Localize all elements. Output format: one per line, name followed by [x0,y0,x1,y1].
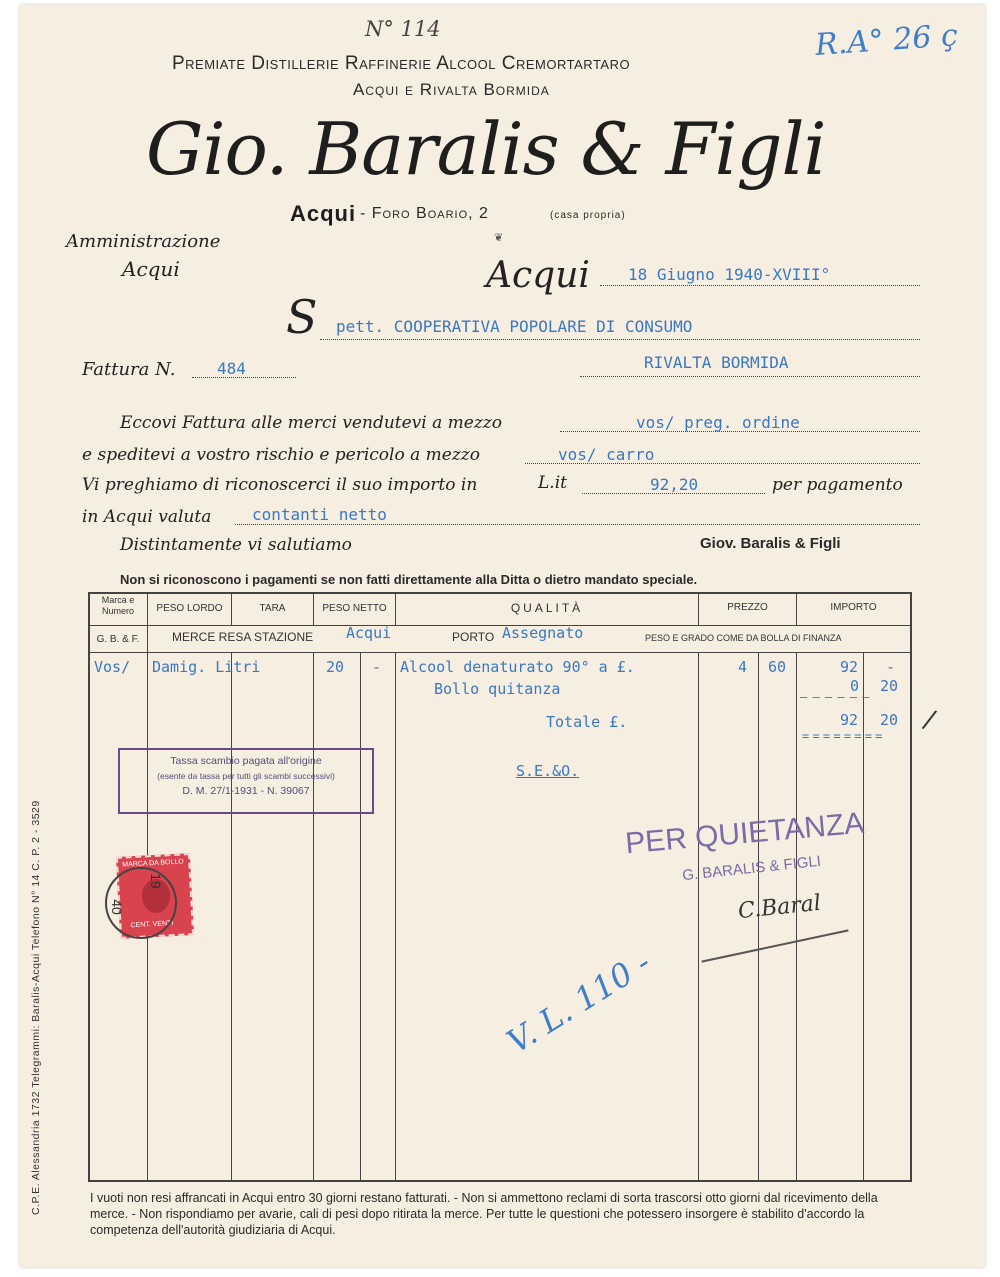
signature-printed: Giov. Baralis & Figli [700,535,841,552]
administration-city: Acqui [122,257,180,281]
header-peso-netto: PESO NETTO [322,603,387,614]
importo-text: Vi preghiamo di riconoscerci il suo importo in [82,475,478,495]
revenue-stamp-bottom: CENT. VENTI [130,920,174,930]
row1-prezzo-int: 4 [738,658,748,676]
letterhead-address-note: (casa propria) [550,210,626,221]
row1-marca: Vos/ [94,658,131,676]
postmark-circle [105,867,177,939]
recipient-prefix: S [286,290,318,344]
header-peso-grado: PESO E GRADO COME DA BOLLA DI FINANZA [645,633,842,643]
signature-flourish [701,929,848,962]
row2-importo-int: 0 [850,677,860,695]
recipient-name: pett. COOPERATIVA POPOLARE DI CONSUMO [336,317,693,336]
postmark-year: 40 [108,899,125,915]
quietanza-firm: G. BARALIS & FIGLI [681,852,822,885]
fattura-label: Fattura N. [82,359,176,380]
spedite-text: e speditevi a vostro rischio e pericolo a mezzo [82,445,480,465]
ornament-icon: ❦ [494,231,504,244]
header-marca: Marca e Numero [101,595,135,616]
corner-reference-annotation: R.A° 26 ç [813,18,959,63]
revenue-stamp-top: MARCA DA BOLLO [122,858,184,869]
porto-value: Assegnato [502,624,584,642]
row1-qualita: Alcool denaturato 90° a £. [400,658,635,676]
importo-value: 92,20 [650,475,699,494]
totale-dec: 20 [880,711,899,729]
row2-qualita: Bollo quitanza [434,680,561,698]
quietanza-signature: C.Baral [736,890,823,925]
valuta-text: in Acqui valuta [82,507,212,527]
pencil-note: V. L. 110 - [500,943,658,1061]
header-peso-lordo: PESO LORDO [156,603,223,614]
header-qualita: QUALITÀ [510,601,584,615]
header-gbf: G. B. & F. [96,634,140,645]
spedite-value: vos/ carro [558,445,655,464]
invoice-paper [20,5,985,1267]
row1-prezzo-dec: 60 [768,658,787,676]
importo-currency: L.it [538,473,567,493]
top-number-annotation: N° 114 [365,17,441,41]
total-double-rule: = = = = = = = = [802,729,881,743]
tax-stamp-line3: D. M. 27/1-1931 - N. 39067 [182,785,310,797]
quietanza-stamp: PER QUIETANZA [623,806,866,861]
letterhead-line1: Premiate Distillerie Raffinerie Alcool Cremortartaro [172,53,631,74]
merci-value: vos/ preg. ordine [636,413,800,432]
letterhead-line2: Acqui e Rivalta Bormida [353,80,550,99]
importo-suffix: per pagamento [772,475,903,495]
totale-int: 92 [840,711,859,729]
totale-label: Totale £. [546,713,628,731]
footer-terms: I vuoti non resi affrancati in Acqui entro 30 giorni restano fatturati. - Non si ammettono reclami di sorta trascorsi otto giorni dal ricevimento della merce. - Non rispondiamo per avarie, cali di pesi dopo ritirata la merce. Per tutte le questioni che potessero insorgere è stabilito d'accordo la competenza dell'autorità giudiziaria di Acqui. [90,1191,878,1237]
place-label: Acqui [486,255,590,296]
row1-importo-dec: - [886,658,896,676]
row1-peso-netto: 20 [326,658,345,676]
tick-mark: / [920,704,939,736]
administration-label: Amministrazione [66,231,221,252]
side-vertical-text: C.P.E. Alessandria 1732 Telegrammi: Baralis-Acqui Telefono N° 14 C. P. 2 - 3529 [30,800,42,1215]
letterhead-city: Acqui [290,201,357,226]
tax-stamp-line2: (esente da tassa per tutti gli scambi successivi) [157,771,335,781]
header-prezzo: PREZZO [727,602,768,613]
row1-importo-int: 92 [840,658,859,676]
closing-text: Distintamente vi salutiamo [120,535,352,555]
merci-text: Eccovi Fattura alle merci vendutevi a mezzo [120,413,502,433]
company-name-logo: Gio. Baralis & Figli [146,107,826,191]
postmark-day: 19 [147,873,164,889]
stazione-value: Acqui [346,624,392,642]
payment-notice: Non si riconoscono i pagamenti se non fatti direttamente alla Ditta o dietro mandato speciale. [120,572,698,587]
subtotal-rule: — — — — — — [800,690,869,704]
header-importo: IMPORTO [830,602,877,613]
row1-peso-lordo: Damig. Litri [152,658,261,676]
seo-label: S.E.&O. [516,762,580,780]
fattura-number: 484 [217,359,246,378]
valuta-value: contanti netto [252,505,387,524]
header-merce-resa: MERCE RESA STAZIONE [172,630,314,644]
row1-dash: - [372,658,382,676]
header-porto: PORTO [452,630,495,644]
tax-stamp [118,748,374,814]
tax-stamp-line1: Tassa scambio pagata all'origine [170,755,322,767]
recipient-town: RIVALTA BORMIDA [644,353,789,372]
letterhead-address: - Foro Boario, 2 [360,205,489,222]
row2-importo-dec: 20 [880,677,899,695]
invoice-date: 18 Giugno 1940-XVIII° [628,265,831,284]
header-tara: TARA [259,603,286,614]
